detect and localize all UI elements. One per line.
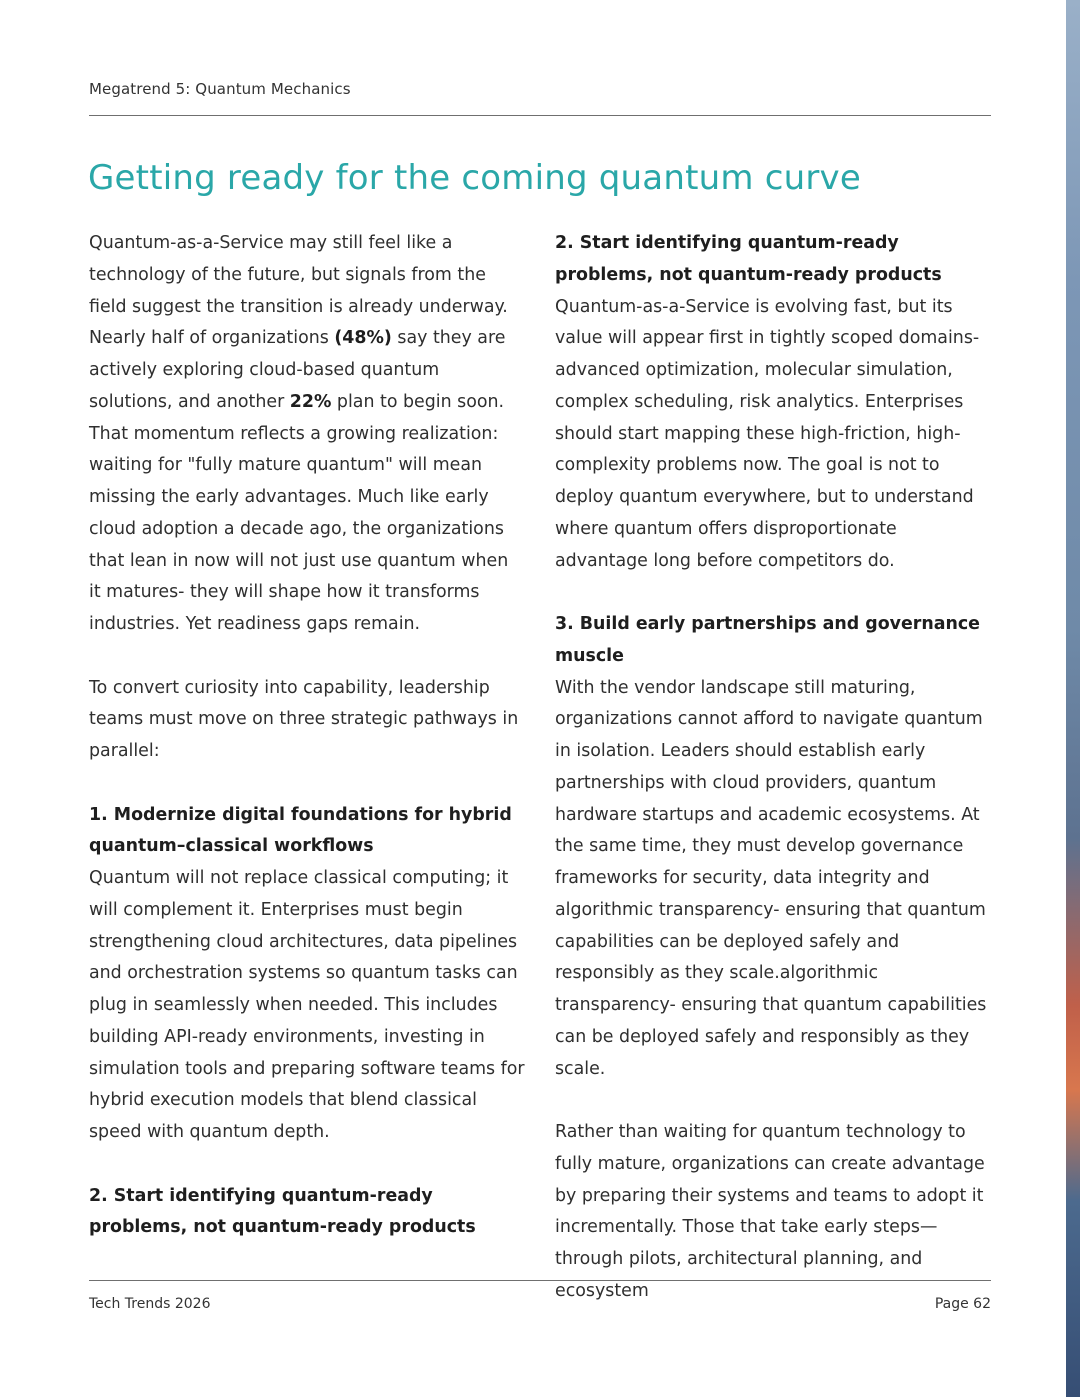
pathway-1-body: Quantum will not replace classical computing; it will complement it. Enterprises must begin strengthening cloud architectures, data pipelines and orchestration systems so quantum tasks can plug in seamlessly when needed. This includes building API-ready environments, investing in simulation tools and preparing software teams for hybrid execution models that blend classical speed with quantum depth. <box>89 868 525 1142</box>
pathway-2-heading-left: 2. Start identifying quantum-ready problems, not quantum-ready products <box>89 1185 476 1238</box>
stat-22-percent: 22% <box>289 391 332 412</box>
closing-paragraph: Rather than waiting for quantum technology to fully mature, organizations can create advantage by preparing their systems and teams to adopt it incrementally. Those that take early steps—through pilots, architectural planning, and ecosystem <box>555 1122 985 1301</box>
page-title: Getting ready for the coming quantum curve <box>88 158 861 198</box>
pathway-2-body: Quantum-as-a-Service is evolving fast, but its value will appear first in tightly scoped domains- advanced optimization, molecular simulation, complex scheduling, risk analytics. Enterprises should start mapping these high-friction, high-complexity problems now. The goal is not to deploy quantum everywhere, but to understand where quantum offers disproportionate advantage long before competitors do. <box>555 296 980 571</box>
footer-divider <box>89 1280 991 1281</box>
page-number: Page 62 <box>934 1296 991 1312</box>
pathway-3-body: With the vendor landscape still maturing, organizations cannot afford to navigate quantum in isolation. Leaders should establish early partnerships with cloud providers, quantum hardware startups and academic ecosystems. At the same time, they must develop governance frameworks for security, data integrity and algorithmic transparency- ensuring that quantum capabilities can be deployed safely and responsibly as they scale.algorithmic transparency- ensuring that quantum capabilities can be deployed safely and responsibly as they scale. <box>555 677 987 1079</box>
pathway-1-heading: 1. Modernize digital foundations for hybrid quantum–classical workflows <box>89 804 512 857</box>
stat-48-percent: (48%) <box>334 328 392 349</box>
intro-paragraph: Quantum-as-a-Service may still feel like a technology of the future, but signals from the field suggest the transition is already underway. Nearly half of organizations (48%) say they are actively exploring cloud-based quantum solutions, and another 22% plan to begin soon. That momentum reflects a growing realization: waiting for "fully mature quantum" will mean missing the early advantages. Much like early cloud adoption a decade ago, the organizations that lean in now will not just use quantum when it matures- they will shape how it transforms industries. Yet readiness gaps remain. <box>89 233 509 634</box>
footer-publication: Tech Trends 2026 <box>89 1296 211 1312</box>
right-column <box>555 228 995 1308</box>
section-header: Megatrend 5: Quantum Mechanics <box>89 80 351 98</box>
left-column <box>89 228 525 1244</box>
pathway-3-heading: 3. Build early partnerships and governance muscle <box>555 614 980 666</box>
pathway-2-heading: 2. Start identifying quantum-ready problems, not quantum-ready products <box>555 233 942 285</box>
decorative-edge-strip <box>1066 0 1080 1397</box>
pathways-intro-paragraph: To convert curiosity into capability, leadership teams must move on three strategic pathways in parallel: <box>89 677 519 761</box>
header-divider <box>89 115 991 116</box>
